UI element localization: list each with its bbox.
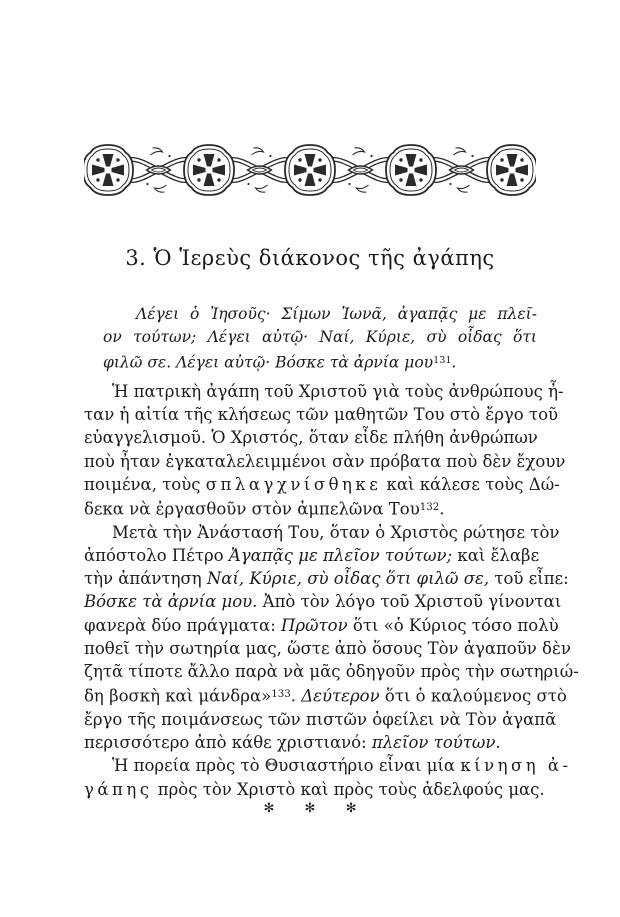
text-segment: ον τούτων; Λέγει αὐτῷ· Ναί, Κύριε, σὺ οἶδας ὅτι: [103, 328, 537, 346]
text-line: [84, 403, 559, 426]
text-segment: κίνηση ἀ-: [460, 756, 572, 776]
text-segment: Ἀπὸ τὸν λόγο τοῦ Χριστοῦ γίνονται: [257, 592, 562, 612]
text-segment: δεκα νὰ ἐργασθοῦν στὸν ἀμπελῶνα Του: [84, 499, 420, 519]
text-segment: Δεύτερον: [301, 686, 380, 706]
text-line: [84, 754, 572, 777]
text-segment: .: [451, 353, 457, 372]
text-segment: καὶ ἔλαβε: [452, 546, 540, 566]
cross-medallion: [84, 145, 133, 195]
body-paragraph: [84, 380, 566, 521]
text-segment: γάπης: [84, 779, 153, 799]
text-line: [103, 303, 537, 326]
cross-medallion: [184, 145, 234, 195]
text-segment: σπλαγχνίσθηκε: [205, 474, 382, 494]
text-segment: εὐαγγελισμοῦ. Ὁ Χριστός, ὅταν εἶδε πλήθη ἀνθρώπων: [84, 428, 538, 448]
text-segment: φιλῶ σε. Λέγει αὐτῷ· Βόσκε τὰ ἀρνία μου: [103, 353, 434, 372]
text-segment: ἀπόστολο Πέτρο: [84, 546, 229, 566]
footnote-reference: 132: [419, 502, 440, 514]
interlace-link: [432, 148, 492, 192]
text-segment: ποὺ ἦταν ἐγκαταλελειμμένοι σὰν πρόβατα ποὺ δὲν ἔχουν: [84, 451, 566, 471]
text-segment: ὅτι ὁ καλούμενος στὸ: [379, 686, 567, 706]
text-segment: ὅτι «ὁ Κύριος τόσο πολὺ: [347, 615, 559, 635]
text-segment: .: [290, 686, 302, 706]
text-line: [84, 426, 537, 449]
text-segment: πλεῖον τούτων: [371, 733, 496, 753]
text-segment: φανερὰ δύο πράγματα:: [84, 615, 281, 635]
text-segment: καὶ κάλεσε τοὺς Δώ-: [381, 474, 560, 494]
text-line: [84, 614, 559, 637]
interlace-link: [331, 148, 391, 192]
text-line: [84, 496, 537, 521]
text-line: [84, 683, 567, 708]
text-segment: τὴν ἀπάντηση: [84, 569, 207, 589]
interlace-link: [129, 148, 189, 192]
text-line: [84, 380, 564, 403]
text-segment: Ἡ πορεία πρὸς τὸ Θυσιαστήριο εἶναι μία: [112, 756, 461, 776]
chapter-title: 3. Ὁ Ἱερεὺς διάκονος τῆς ἀγάπης: [125, 246, 495, 270]
text-line: [84, 450, 566, 473]
text-line: [84, 660, 579, 683]
header-ornament: [84, 141, 536, 199]
text-segment: .: [495, 733, 501, 753]
body-paragraph: [84, 754, 572, 800]
text-line: [84, 473, 560, 496]
text-segment: .: [439, 499, 445, 519]
text-line: [103, 349, 537, 374]
text-segment: Λέγει ὁ Ἰησοῦς· Σίμων Ἰωνᾶ, ἀγαπᾷς με πλεῖ-: [136, 305, 537, 323]
cross-interlace-band: [84, 141, 536, 199]
text-line: [84, 708, 557, 731]
text-segment: ζητᾶ τίποτε ἄλλο παρὰ νὰ μᾶς ὁδηγοῦν πρὸς τὴν σωτηριώ-: [84, 662, 579, 682]
text-segment: Ἡ πατρικὴ ἀγάπη τοῦ Χριστοῦ γιὰ τοὺς ἀνθρώπους ἦ-: [112, 382, 564, 401]
text-segment: ποιμένα, τοὺς: [84, 474, 206, 494]
asterism-ornament: ✻ ✻ ✻: [263, 801, 370, 816]
text-segment: Μετὰ τὴν Ἀνάστασή Του, ὅταν ὁ Χριστὸς ρώτησε τὸν: [112, 522, 560, 542]
text-segment: Πρῶτον: [281, 615, 348, 635]
text-segment: περισσότερο ἀπὸ κάθε χριστιανό:: [84, 733, 372, 753]
text-segment: δη βοσκὴ καὶ μάνδρα»: [84, 686, 272, 706]
cross-medallion: [487, 145, 536, 195]
footnote-reference: 131: [433, 355, 452, 366]
text-line: [103, 326, 537, 349]
footnote-reference: 133: [271, 689, 291, 701]
body-paragraph: [84, 521, 579, 755]
text-line: [84, 590, 562, 613]
text-segment: ταν ἡ αἰτία τῆς κλήσεως τῶν μαθητῶν Του στὸ ἔργο τοῦ: [84, 405, 559, 425]
text-segment: πρὸς τὸν Χριστὸ καὶ πρὸς τοὺς ἀδελφούς μας.: [152, 779, 545, 799]
text-segment: ἔργο τῆς ποιμάνσεως τῶν πιστῶν ὀφείλει νὰ Τὸν ἀγαπᾶ: [84, 710, 557, 730]
text-line: [84, 637, 571, 660]
text-segment: τοῦ εἶπε:: [489, 569, 569, 589]
text-line: [84, 567, 569, 590]
text-segment: Βόσκε τὰ ἀρνία μου.: [84, 592, 258, 612]
body-text: [84, 380, 579, 801]
text-segment: Ἀγαπᾷς με πλεῖον τούτων;: [228, 546, 453, 566]
text-segment: Ναί, Κύριε, σὺ οἶδας ὅτι φιλῶ σε,: [206, 569, 490, 589]
epigraph: [103, 303, 537, 374]
cross-medallion: [386, 145, 436, 195]
text-line: [84, 521, 560, 544]
text-line: [84, 778, 545, 801]
text-segment: ποθεῖ τὴν σωτηρία μας, ὥστε ἀπὸ ὅσους Τὸν ἀγαποῦν δὲν: [84, 638, 571, 658]
text-line: [84, 731, 537, 754]
text-line: [84, 544, 540, 567]
cross-medallion: [285, 145, 335, 195]
interlace-link: [230, 148, 290, 192]
